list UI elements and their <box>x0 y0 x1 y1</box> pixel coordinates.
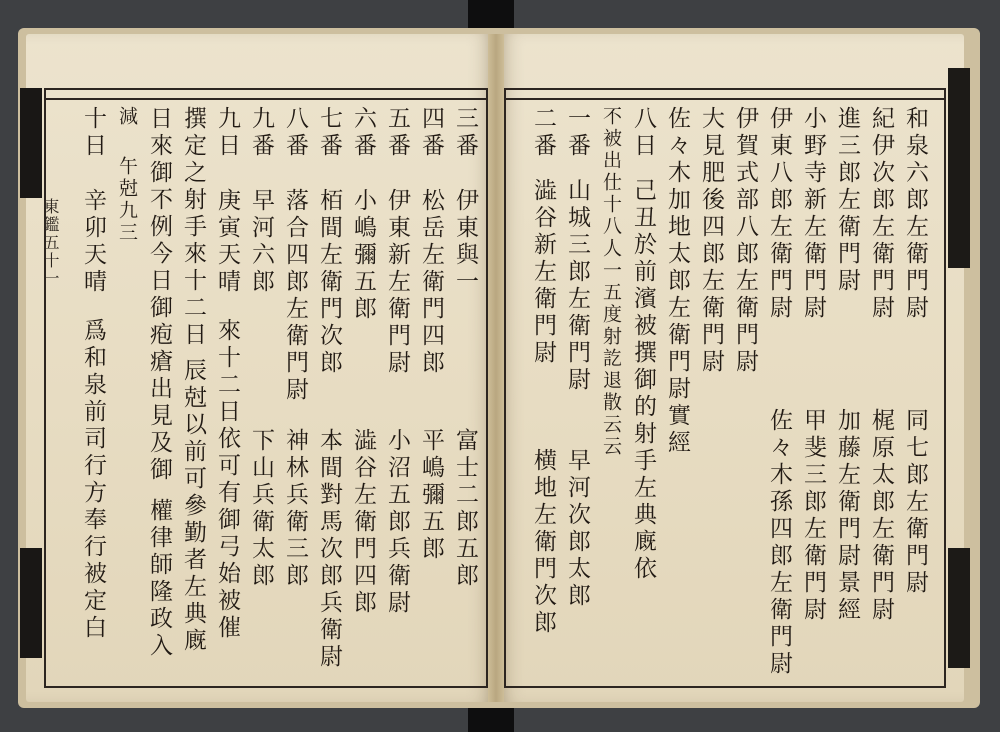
text-column: 山城三郎左衛門尉 <box>564 178 590 394</box>
text-column: 梶原太郎左衛門尉 <box>868 408 894 624</box>
text-column: 來十二日依可有御弓始被催 <box>214 318 240 642</box>
text-column: 辛卯天晴 <box>80 188 106 296</box>
text-column: 本間對馬次郎兵衛尉 <box>316 428 342 671</box>
text-column: 二番 <box>530 106 556 160</box>
text-column: 九番 <box>248 106 274 160</box>
text-column: 神林兵衛三郎 <box>282 428 308 590</box>
text-column: 五番 <box>384 106 410 160</box>
text-column: 辰尅以前可參勤者左典廐 <box>180 358 206 655</box>
text-column: 佐々木加地太郎左衛門尉實經 <box>664 106 690 457</box>
text-column: 日來御不例今日御疱瘡出見及御 <box>146 106 172 484</box>
text-column: 甲斐三郎左衛門尉 <box>800 408 826 624</box>
text-column: 大見肥後四郎左衛門尉 <box>698 106 724 376</box>
text-column: 和泉六郎左衛門尉 <box>902 106 928 322</box>
right-page-text <box>18 28 980 708</box>
text-column: 八日 <box>630 106 656 160</box>
text-column: 伊賀式部八郎左衛門尉 <box>732 106 758 376</box>
text-column: 早河次郎太郎 <box>564 448 590 610</box>
text-column: 九日 <box>214 106 240 160</box>
open-book <box>18 28 980 708</box>
text-column: 伊東八郎左衛門尉 <box>766 106 792 322</box>
text-column: 權律師隆政入 <box>146 498 172 660</box>
text-column: 十日 <box>80 106 106 160</box>
text-column: 庚寅天晴 <box>214 188 240 296</box>
text-column: 三番 <box>452 106 478 160</box>
text-column: 落合四郎左衛門尉 <box>282 188 308 404</box>
text-column: 小野寺新左衛門尉 <box>800 106 826 322</box>
text-column: 富士二郎五郎 <box>452 428 478 590</box>
text-column: 澁谷左衛門四郎 <box>350 428 376 617</box>
text-column: 減 <box>116 106 138 128</box>
text-column: 伊東新左衛門尉 <box>384 188 410 377</box>
text-column: 撰定之射手來十二日 <box>180 106 206 349</box>
text-column: 七番 <box>316 106 342 160</box>
margin-title: 東鑑五十一 <box>41 198 60 288</box>
text-column: 小沼五郎兵衛尉 <box>384 428 410 617</box>
text-column: 松岳左衛門四郎 <box>418 188 444 377</box>
text-column: 佐々木孫四郎左衛門尉 <box>766 408 792 678</box>
text-column: 不被出仕十八人一五度射訖退散云云 <box>600 106 622 458</box>
text-column: 一番 <box>564 106 590 160</box>
text-column: 平嶋彌五郎 <box>418 428 444 563</box>
text-column: 爲和泉前司行方奉行被定白 <box>80 318 106 642</box>
text-column: 伊東與一 <box>452 188 478 296</box>
text-column: 下山兵衛太郎 <box>248 428 274 590</box>
text-column: 加藤左衛門尉景經 <box>834 408 860 624</box>
text-column: 同七郎左衛門尉 <box>902 408 928 597</box>
text-column: 午尅九三 <box>116 156 138 244</box>
text-column: 小嶋彌五郎 <box>350 188 376 323</box>
text-column: 六番 <box>350 106 376 160</box>
text-column: 栢間左衛門次郎 <box>316 188 342 377</box>
text-column: 横地左衛門次郎 <box>530 448 556 637</box>
text-column: 四番 <box>418 106 444 160</box>
text-column: 紀伊次郎左衛門尉 <box>868 106 894 322</box>
text-column: 澁谷新左衛門尉 <box>530 178 556 367</box>
text-column: 早河六郎 <box>248 188 274 296</box>
text-column: 己丑於前濱被撰御的射手左典廐依 <box>630 178 656 583</box>
text-column: 八番 <box>282 106 308 160</box>
text-column: 進三郎左衛門尉 <box>834 106 860 295</box>
